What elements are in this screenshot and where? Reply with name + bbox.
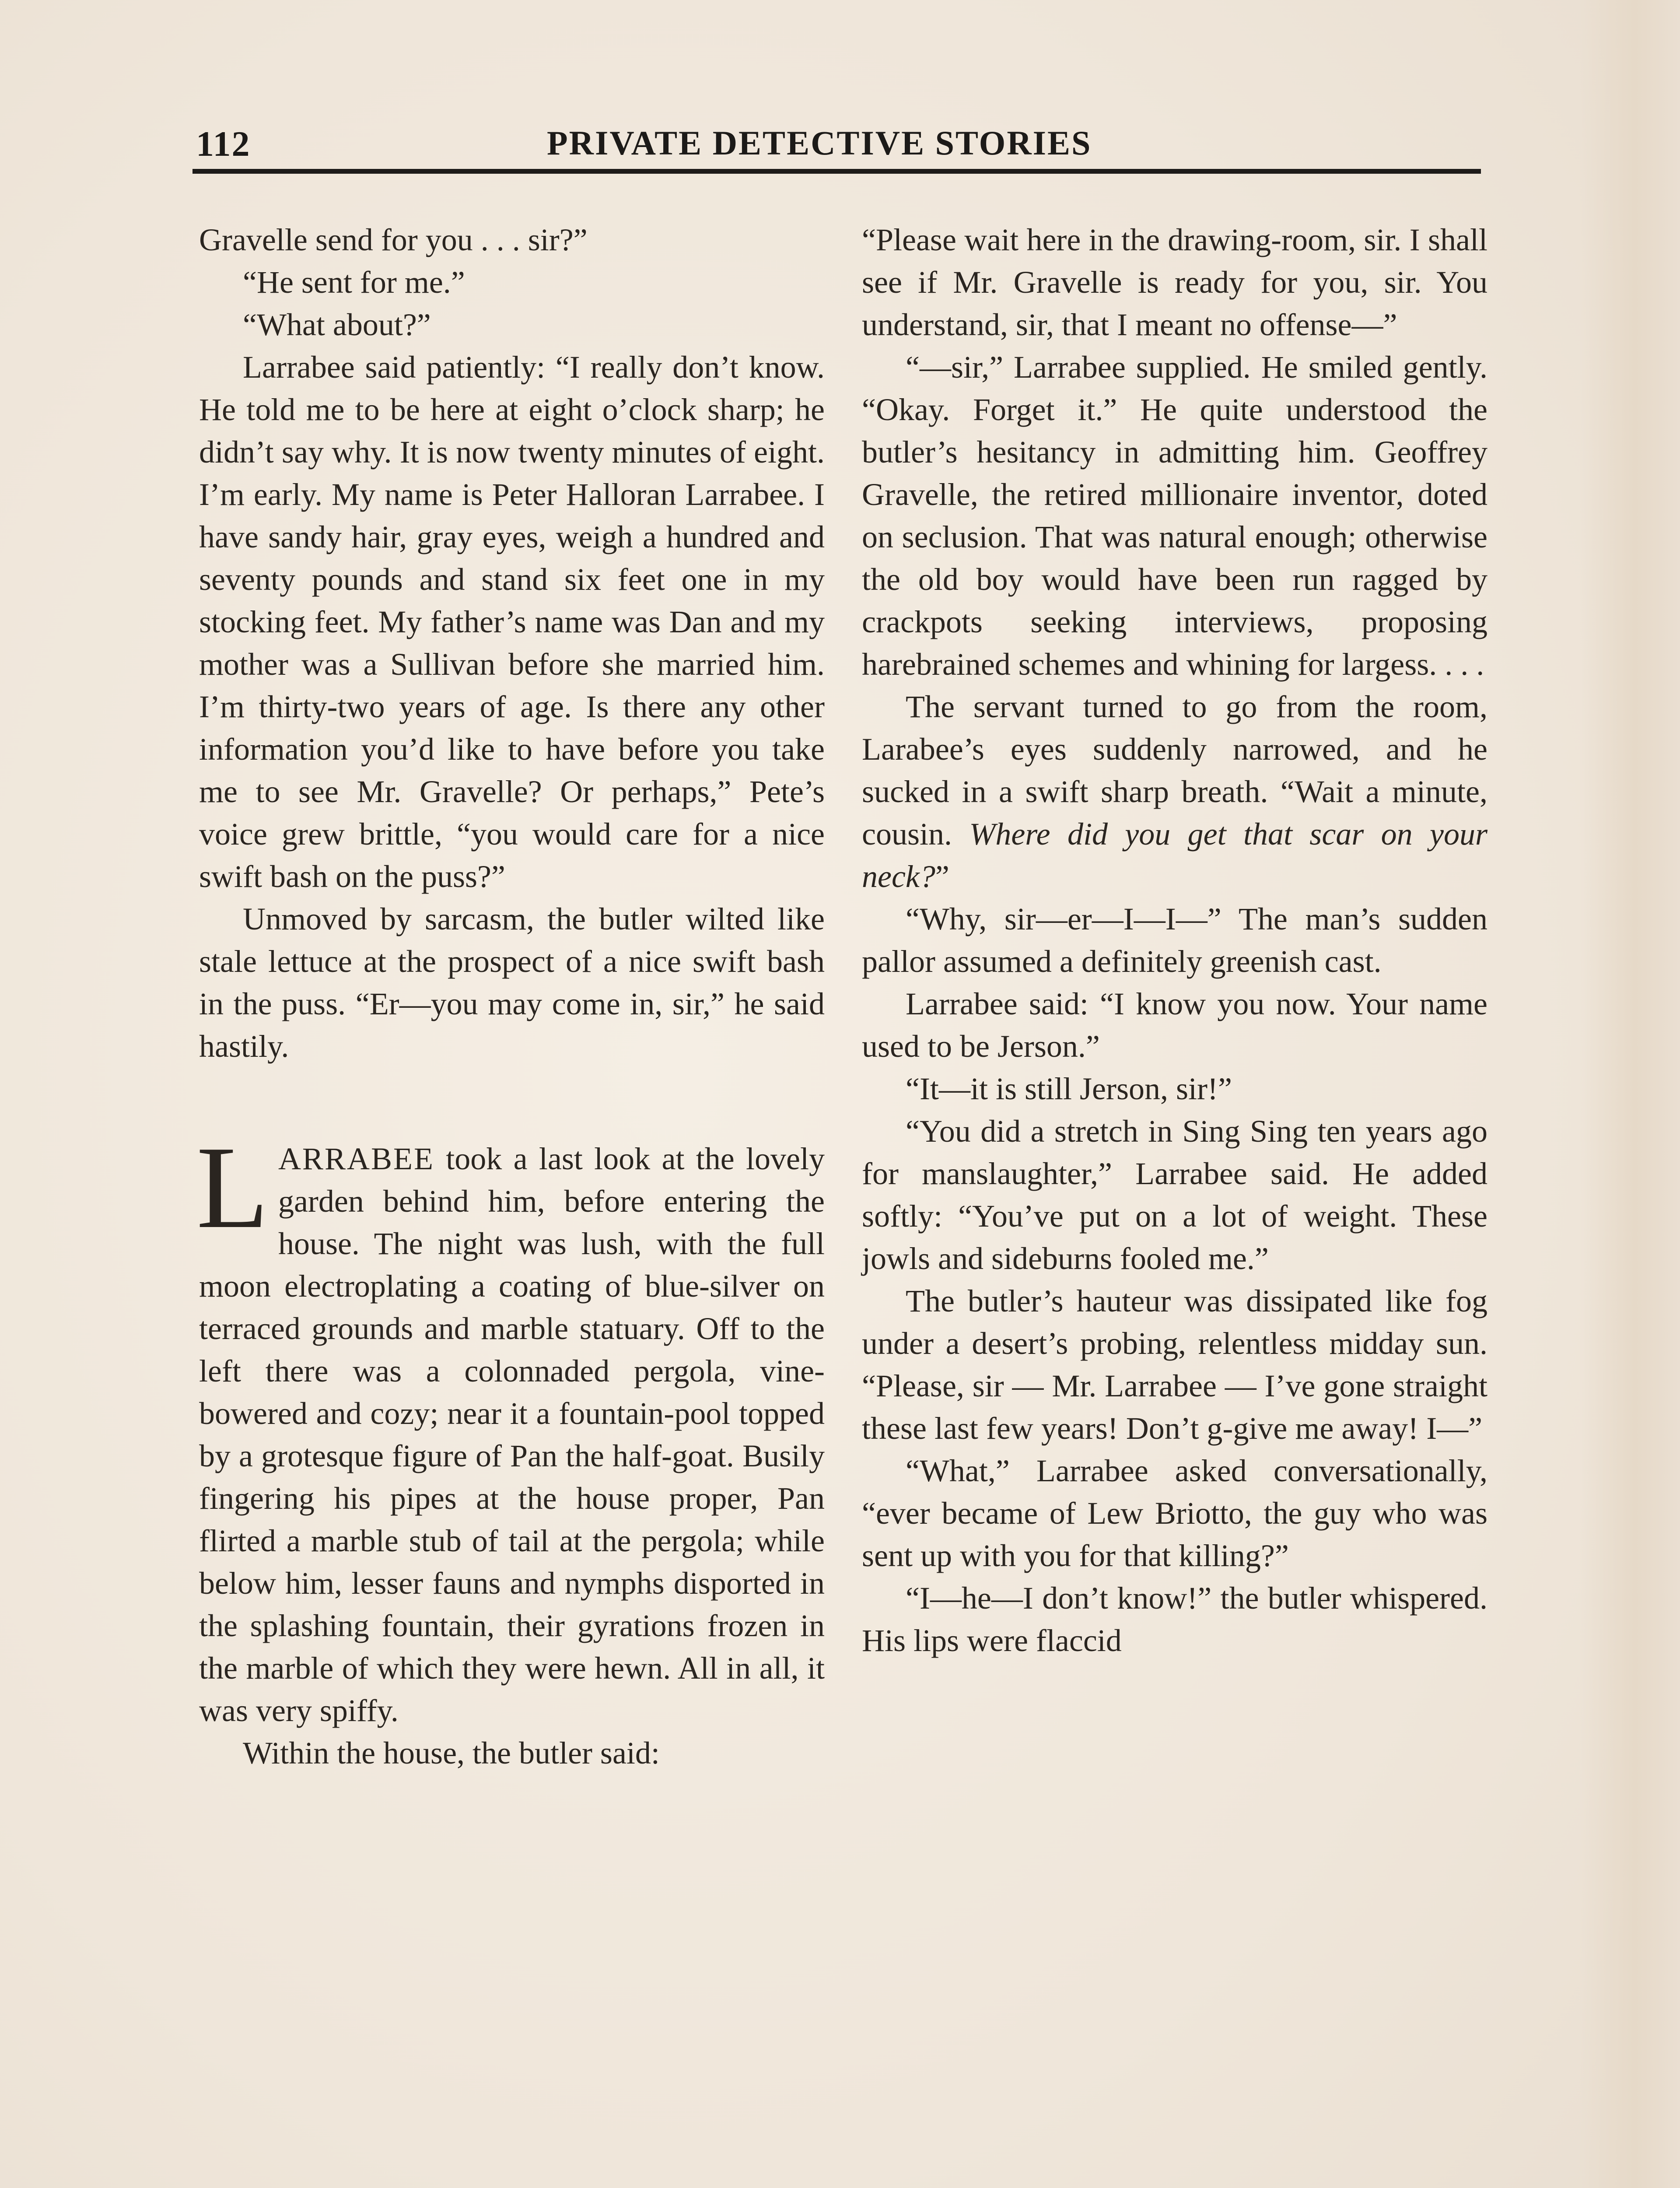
left-column bbox=[196, 219, 825, 1774]
right-column bbox=[862, 219, 1488, 1662]
paragraph: Unmoved by sarcasm, the butler wilted like stale lettuce at the prospect of a nice swift bash in the puss. “Er—you may come in, sir,” he said hastily. bbox=[199, 901, 825, 1064]
paragraph: “—sir,” Larrabee supplied. He smiled gently. “Okay. Forget it.” He quite understood the butler’s hesitancy in admitting him. Geoffrey Gravelle, the retired millionaire inventor, doted on seclusion. That was natural enough; otherwise the old boy would have been run ragged by crackpots seeking interviews, proposing harebrained schemes and whining for largess. . . . bbox=[862, 350, 1488, 682]
paragraph: Larrabee said: “I know you now. Your name used to be Jerson.” bbox=[862, 986, 1488, 1064]
paragraph: “I—he—I don’t know!” the butler whispered. His lips were flaccid bbox=[862, 1581, 1488, 1658]
paragraph-text: The servant turned to go from the room, Larabee’s eyes suddenly narrowed, and he sucked in a swift sharp breath. “Wait a minute, cousin. bbox=[862, 689, 1488, 852]
header-rule bbox=[192, 169, 1481, 174]
section-opening-paragraph bbox=[196, 1122, 825, 1732]
lead-in-caps: ARRABEE bbox=[278, 1141, 434, 1176]
paragraph: Gravelle send for you . . . sir?” bbox=[199, 222, 588, 257]
paragraph: “What,” Larrabee asked conversationally, “ever became of Lew Briotto, the guy who was sent up with you for that killing?” bbox=[862, 1453, 1488, 1573]
paragraph: The butler’s hauteur was dissipated like fog under a desert’s probing, relentless midday sun. “Please, sir — Mr. Larrabee — I’ve gone straight these last few years! Don’t g-give me away! I—” bbox=[862, 1283, 1488, 1446]
closing-quote: ” bbox=[935, 859, 949, 894]
italic-question: Where did you get that scar on your neck? bbox=[862, 817, 1488, 894]
page-header bbox=[192, 118, 1477, 173]
paragraph: “What about?” bbox=[243, 307, 431, 342]
page-edge-shading bbox=[1579, 0, 1680, 2188]
paragraph: Larrabee said patiently: “I really don’t know. He told me to be here at eight o’clock sharp; he didn’t say why. It is now twenty minutes of eight. I’m early. My name is Peter Halloran Larrabee. I have sandy hair, gray eyes, weigh a hundred and seventy pounds and stand six feet one in my stocking feet. My father’s name was Dan and my mother was a Sullivan before she married him. I’m thirty-two years of age. Is there any other information you’d like to have before you take me to see Mr. Gravelle? Or perhaps,” Pete’s voice grew brittle, “you would care for a nice swift bash on the puss?” bbox=[199, 350, 825, 894]
paragraph bbox=[862, 686, 1488, 898]
paragraph: Within the house, the butler said: bbox=[243, 1736, 660, 1771]
running-title: PRIVATE DETECTIVE STORIES bbox=[547, 124, 1092, 162]
paragraph: “Why, sir—er—I—I—” The man’s sudden pallor assumed a definitely greenish cast. bbox=[862, 901, 1488, 979]
paragraph-text: took a last look at the lovely garden behind him, before entering the house. The night was lush, with the full moon electroplating a coating of blue-silver on terraced grounds and marble statuary. Off to the left there was a colonnaded pergola, vine-bowered and cozy; near it a fountain-pool topped by a grotesque figure of Pan the half-goat. Busily fingering his pipes at the house proper, Pan flirted a marble stub of tail at the pergola; while below him, lesser fauns and nymphs disported in the splashing fountain, their gyrations frozen in the marble of which they were hewn. All in all, it was very spiffy. bbox=[199, 1141, 825, 1728]
paragraph: “It—it is still Jerson, sir!” bbox=[906, 1071, 1232, 1106]
paragraph: “Please wait here in the drawing-room, sir. I shall see if Mr. Gravelle is ready for you, sir. You understand, sir, that I meant no offense—” bbox=[862, 222, 1488, 342]
section-break bbox=[199, 1068, 825, 1138]
paragraph: “He sent for me.” bbox=[243, 265, 465, 300]
drop-cap: L bbox=[196, 1122, 269, 1253]
page-number: 112 bbox=[196, 124, 251, 164]
paragraph: “You did a stretch in Sing Sing ten years ago for manslaughter,” Larrabee said. He added softly: “You’ve put on a lot of weight. These jowls and sideburns fooled me.” bbox=[862, 1114, 1488, 1276]
